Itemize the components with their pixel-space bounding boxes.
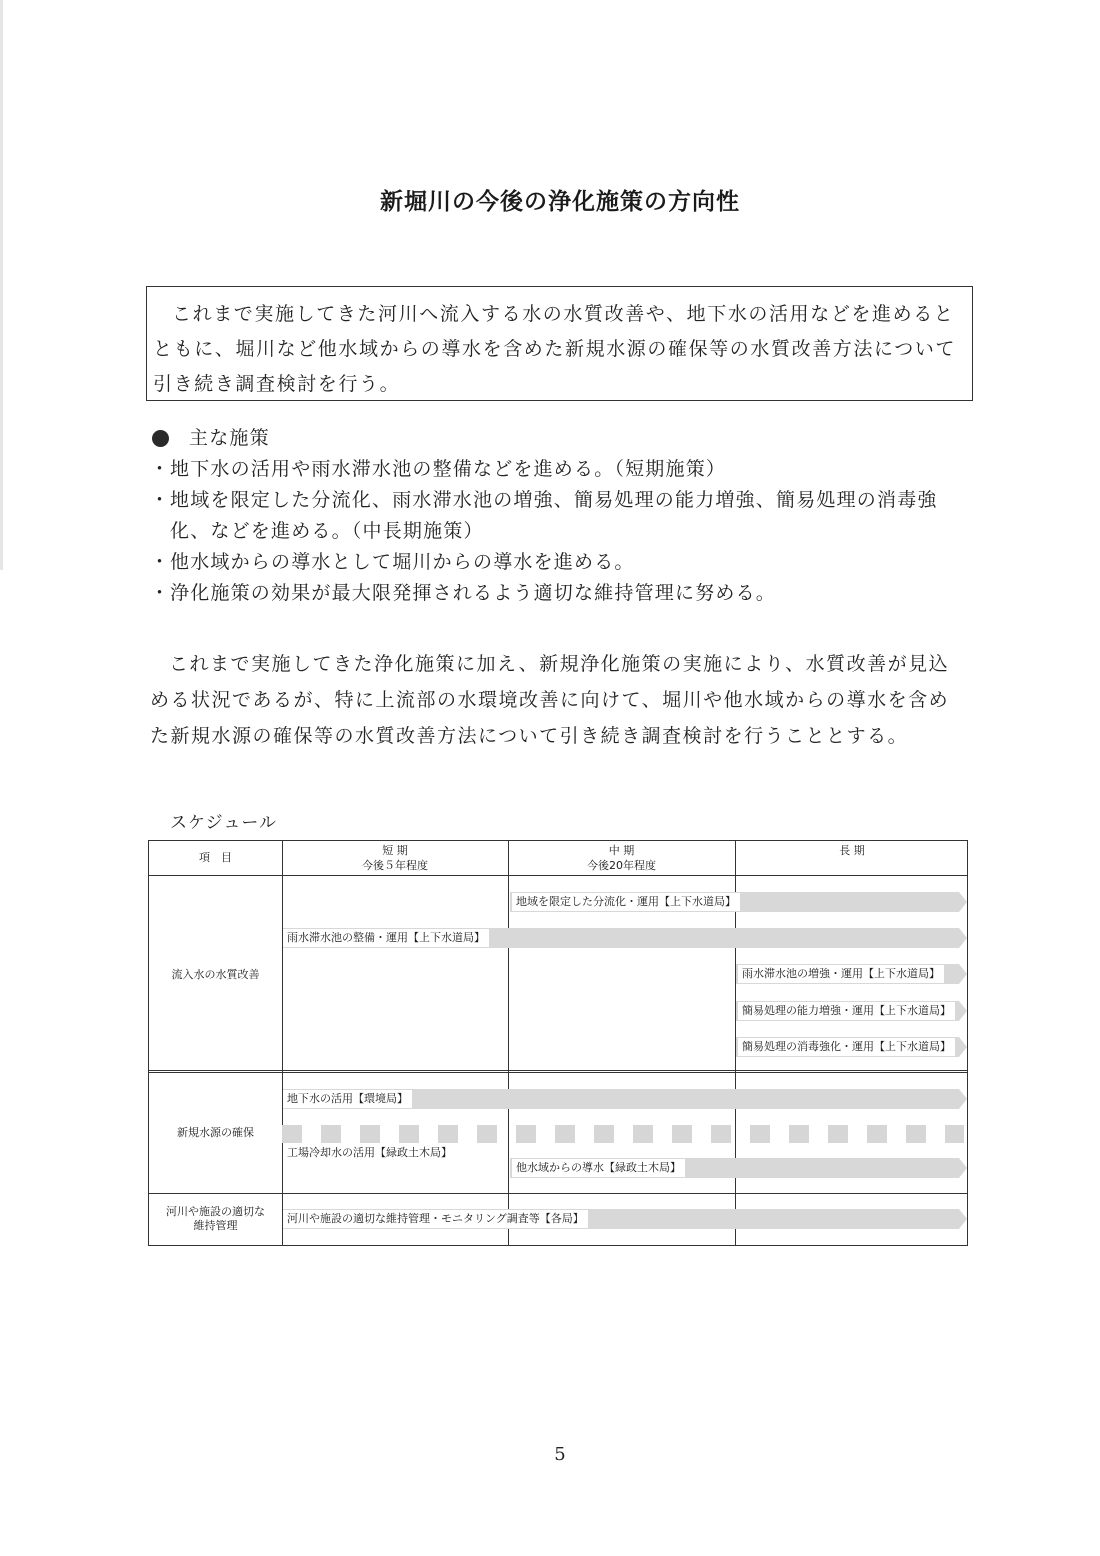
measures-list xyxy=(150,454,970,609)
row-category: 流入水の水質改善 xyxy=(171,968,260,981)
list-item xyxy=(150,547,970,578)
header-short-sub: 今後５年程度 xyxy=(362,859,428,872)
timeline-bar-label: 他水域からの導水【緑政土木局】 xyxy=(512,1159,685,1177)
dashed-timeline-bar xyxy=(282,1125,964,1143)
list-item-text: 地下水の活用や雨水滞水池の整備などを進める。（短期施策） xyxy=(170,458,727,480)
timeline-bar-label: 河川や施設の適切な維持管理・モニタリング調査等【各局】 xyxy=(283,1210,588,1228)
summary-text: これまで実施してきた河川へ流入する水の水質改善や、地下水の活用などを進めるとともに、堀川など他水域からの導水を含めた新規水源の確保等の水質改善方法について引き続き調査検討を行う。 xyxy=(153,303,957,395)
filled-circle-icon xyxy=(152,430,169,447)
list-item-text: 他水域からの導水として堀川からの導水を進める。 xyxy=(170,551,635,573)
header-long: 長 期 xyxy=(839,844,865,857)
header-mid: 中 期 xyxy=(608,844,635,857)
bullet: ・ xyxy=(150,458,171,480)
list-item xyxy=(150,454,970,485)
header-item: 項 目 xyxy=(199,851,232,864)
row-divider xyxy=(149,1070,967,1073)
bullet: ・ xyxy=(150,489,171,511)
page-title: 新堀川の今後の浄化施策の方向性 xyxy=(380,189,740,215)
list-item-text: 地域を限定した分流化、雨水滞水池の増強、簡易処理の能力増強、簡易処理の消毒強化、などを進める。（中長期施策） xyxy=(170,489,938,542)
timeline-bar-label: 地域を限定した分流化・運用【上下水道局】 xyxy=(512,893,740,911)
header-mid-sub: 今後20年程度 xyxy=(587,859,656,872)
body-paragraph: これまで実施してきた浄化施策に加え、新規浄化施策の実施により、水質改善が見込める状況であるが、特に上流部の水環境改善に向けて、堀川や他水域からの導水を含めた新規水源の確保等の水質改善方法について引き続き調査検討を行うこととする。 xyxy=(150,653,950,747)
page-number: 5 xyxy=(554,1444,566,1465)
bullet: ・ xyxy=(150,582,171,604)
timeline-bar-label: 雨水滞水池の増強・運用【上下水道局】 xyxy=(738,965,944,983)
row-category-line: 維持管理 xyxy=(193,1219,238,1232)
row-category-line: 河川や施設の適切な xyxy=(166,1205,265,1218)
summary-box xyxy=(146,286,973,401)
header-short: 短 期 xyxy=(382,844,408,857)
list-item xyxy=(150,578,970,609)
column-divider xyxy=(508,841,509,1245)
measures-heading-label: 主な施策 xyxy=(189,427,270,449)
row-category: 新規水源の確保 xyxy=(177,1126,254,1139)
list-item xyxy=(150,485,970,547)
timeline-bar-label: 工場冷却水の活用【緑政土木局】 xyxy=(283,1144,456,1162)
bullet: ・ xyxy=(150,551,171,573)
measures-heading xyxy=(150,423,970,454)
timeline-bar-label: 簡易処理の消毒強化・運用【上下水道局】 xyxy=(738,1038,955,1056)
list-item-text: 浄化施策の効果が最大限発揮されるよう適切な維持管理に努める。 xyxy=(170,582,777,604)
scan-edge xyxy=(0,0,3,570)
header-divider xyxy=(149,875,967,876)
main-measures xyxy=(150,423,970,609)
timeline-bar-label: 雨水滞水池の整備・運用【上下水道局】 xyxy=(283,929,489,947)
schedule-table xyxy=(148,840,968,1246)
column-divider xyxy=(282,841,283,1245)
row-divider xyxy=(149,1193,967,1194)
timeline-bar-label: 簡易処理の能力増強・運用【上下水道局】 xyxy=(738,1002,955,1020)
timeline-bar-label: 地下水の活用【環境局】 xyxy=(283,1090,412,1108)
schedule-label: スケジュール xyxy=(170,813,277,833)
